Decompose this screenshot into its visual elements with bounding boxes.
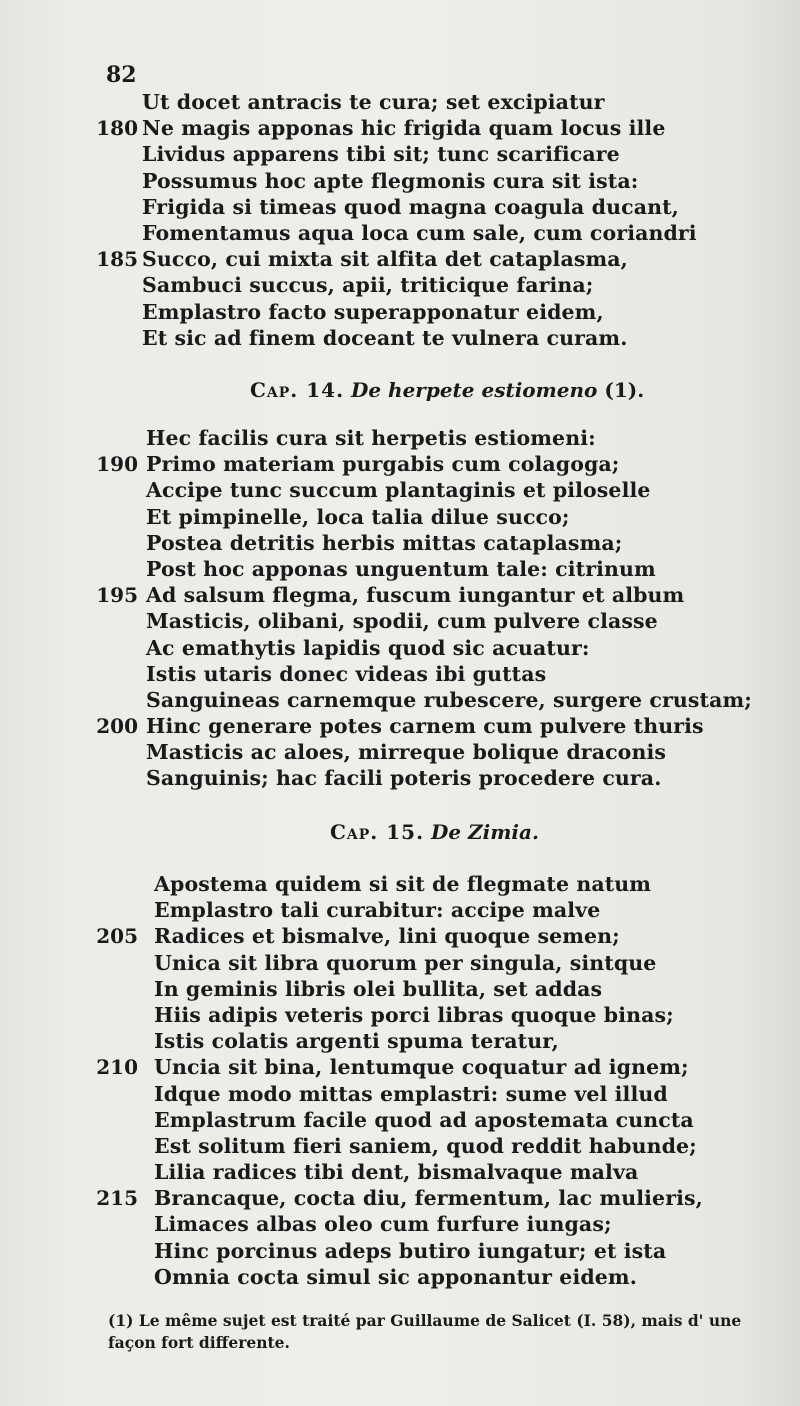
verse-line — [0, 531, 800, 557]
verse-text: In geminis libris olei bullita, set addas — [154, 976, 603, 1001]
line-number: 190 — [96, 452, 138, 477]
line-number: 200 — [96, 714, 138, 739]
verse-text: Post hoc apponas unguentum tale: citrinum — [146, 556, 656, 581]
verse-text: Ut docet antracis te cura; set excipiatur — [142, 90, 605, 114]
verse-text: Sambuci succus, apii, triticique farina; — [142, 273, 594, 298]
verse-text: Et pimpinelle, loca talia dilue succo; — [146, 504, 570, 529]
verse-line — [0, 247, 800, 273]
verse-text: Masticis, olibani, spodii, cum pulvere classe — [146, 609, 658, 634]
chapter-label: Cap. 14. — [250, 378, 345, 402]
verse-line — [0, 1029, 800, 1055]
chapter-heading-15 — [330, 820, 800, 844]
verse-block-2 — [0, 426, 800, 793]
verse-line — [0, 766, 800, 792]
verse-text: Lividus apparens tibi sit; tunc scarificare — [142, 142, 620, 167]
verse-line — [0, 924, 800, 950]
verse-line — [0, 1055, 800, 1081]
footnotes — [108, 1310, 788, 1354]
verse-block-3 — [0, 872, 800, 1291]
verse-line — [0, 1186, 800, 1212]
verse-line — [0, 90, 800, 116]
verse-text: Ne magis apponas hic frigida quam locus ille — [142, 116, 666, 141]
verse-text: Frigida si timeas quod magna coagula ducant, — [142, 194, 679, 219]
verse-line — [0, 300, 800, 326]
verse-line — [0, 609, 800, 635]
verse-line — [0, 1134, 800, 1160]
verse-text: Accipe tunc succum plantaginis et piloselle — [146, 478, 651, 503]
verse-line — [0, 169, 800, 195]
verse-line — [0, 662, 800, 688]
verse-line — [0, 273, 800, 299]
verse-text: Hinc porcinus adeps butiro iungatur; et ista — [154, 1238, 667, 1263]
verse-text: Succo, cui mixta sit alfita det cataplasma, — [142, 247, 628, 272]
verse-text: Est solitum fieri saniem, quod reddit habunde; — [154, 1133, 697, 1158]
verse-text: Sanguinis; hac facili poteris procedere cura. — [146, 766, 662, 791]
verse-text: Emplastro tali curabitur: accipe malve — [154, 898, 601, 923]
verse-line — [0, 195, 800, 221]
chapter-label: Cap. 15. — [330, 820, 425, 844]
verse-text: Emplastro facto superapponatur eidem, — [142, 299, 604, 324]
verse-text: Limaces albas oleo cum furfure iungas; — [154, 1212, 612, 1237]
chapter-title: De herpete estiomeno — [351, 378, 598, 402]
line-number: 185 — [96, 247, 138, 272]
verse-text: Hinc generare potes carnem cum pulvere thuris — [146, 714, 704, 739]
verse-line — [0, 977, 800, 1003]
verse-line — [0, 688, 800, 714]
footnote-line: (1) Le même sujet est traité par Guillaume de Salicet (I. 58), mais d' une — [108, 1311, 742, 1330]
verse-line — [0, 1160, 800, 1186]
verse-text: Idque modo mittas emplastri: sume vel illud — [154, 1081, 668, 1106]
line-number: 205 — [96, 924, 138, 949]
verse-line — [0, 478, 800, 504]
verse-text: Masticis ac aloes, mirreque bolique draconis — [146, 740, 666, 765]
verse-line — [0, 221, 800, 247]
chapter-title: De Zimia. — [431, 820, 539, 844]
verse-line — [0, 1265, 800, 1291]
verse-line — [0, 1108, 800, 1134]
verse-line — [0, 636, 800, 662]
verse-block-1 — [0, 90, 800, 352]
verse-text: Fomentamus aqua loca cum sale, cum coriandri — [142, 220, 697, 245]
verse-line — [0, 1082, 800, 1108]
verse-line — [0, 583, 800, 609]
verse-text: Brancaque, cocta diu, fermentum, lac mulieris, — [154, 1186, 703, 1211]
line-number: 195 — [96, 583, 138, 608]
verse-line — [0, 951, 800, 977]
verse-text: Emplastrum facile quod ad apostemata cuncta — [154, 1107, 694, 1132]
verse-text: Hec facilis cura sit herpetis estiomeni: — [146, 426, 596, 450]
verse-text: Radices et bismalve, lini quoque semen; — [154, 924, 620, 949]
verse-line — [0, 505, 800, 531]
chapter-heading-14 — [250, 378, 800, 402]
line-number: 210 — [96, 1055, 138, 1080]
verse-text: Ac emathytis lapidis quod sic acuatur: — [146, 635, 590, 660]
verse-line — [0, 714, 800, 740]
verse-text: Unica sit libra quorum per singula, sintque — [154, 950, 657, 975]
footnote-line: façon fort differente. — [108, 1333, 290, 1352]
verse-line — [0, 426, 800, 452]
verse-line — [0, 740, 800, 766]
page-number: 82 — [106, 62, 137, 88]
verse-text: Sanguineas carnemque rubescere, surgere crustam; — [146, 687, 752, 712]
verse-text: Omnia cocta simul sic apponantur eidem. — [154, 1264, 637, 1289]
verse-text: Primo materiam purgabis cum colagoga; — [146, 452, 620, 477]
verse-text: Possumus hoc apte flegmonis cura sit ista: — [142, 168, 639, 193]
verse-line — [0, 452, 800, 478]
verse-text: Uncia sit bina, lentumque coquatur ad ignem; — [154, 1055, 689, 1080]
verse-line — [0, 898, 800, 924]
verse-line — [0, 116, 800, 142]
verse-text: Apostema quidem si sit de flegmate natum — [154, 872, 652, 896]
verse-text: Postea detritis herbis mittas cataplasma; — [146, 530, 623, 555]
verse-line — [0, 326, 800, 352]
footnote-marker: (1). — [604, 378, 645, 402]
verse-line — [0, 142, 800, 168]
verse-line — [0, 557, 800, 583]
verse-text: Istis colatis argenti spuma teratur, — [154, 1029, 559, 1054]
verse-text: Hiis adipis veteris porci libras quoque binas; — [154, 1002, 674, 1027]
verse-line — [0, 1212, 800, 1238]
verse-text: Et sic ad finem doceant te vulnera curam. — [142, 325, 628, 350]
line-number: 215 — [96, 1186, 138, 1211]
verse-text: Istis utaris donec videas ibi guttas — [146, 661, 547, 686]
line-number: 180 — [96, 116, 138, 141]
verse-line — [0, 1239, 800, 1265]
verse-text: Ad salsum flegma, fuscum iungantur et album — [146, 583, 685, 608]
verse-line — [0, 1003, 800, 1029]
verse-text: Lilia radices tibi dent, bismalvaque malva — [154, 1160, 639, 1185]
verse-line — [0, 872, 800, 898]
